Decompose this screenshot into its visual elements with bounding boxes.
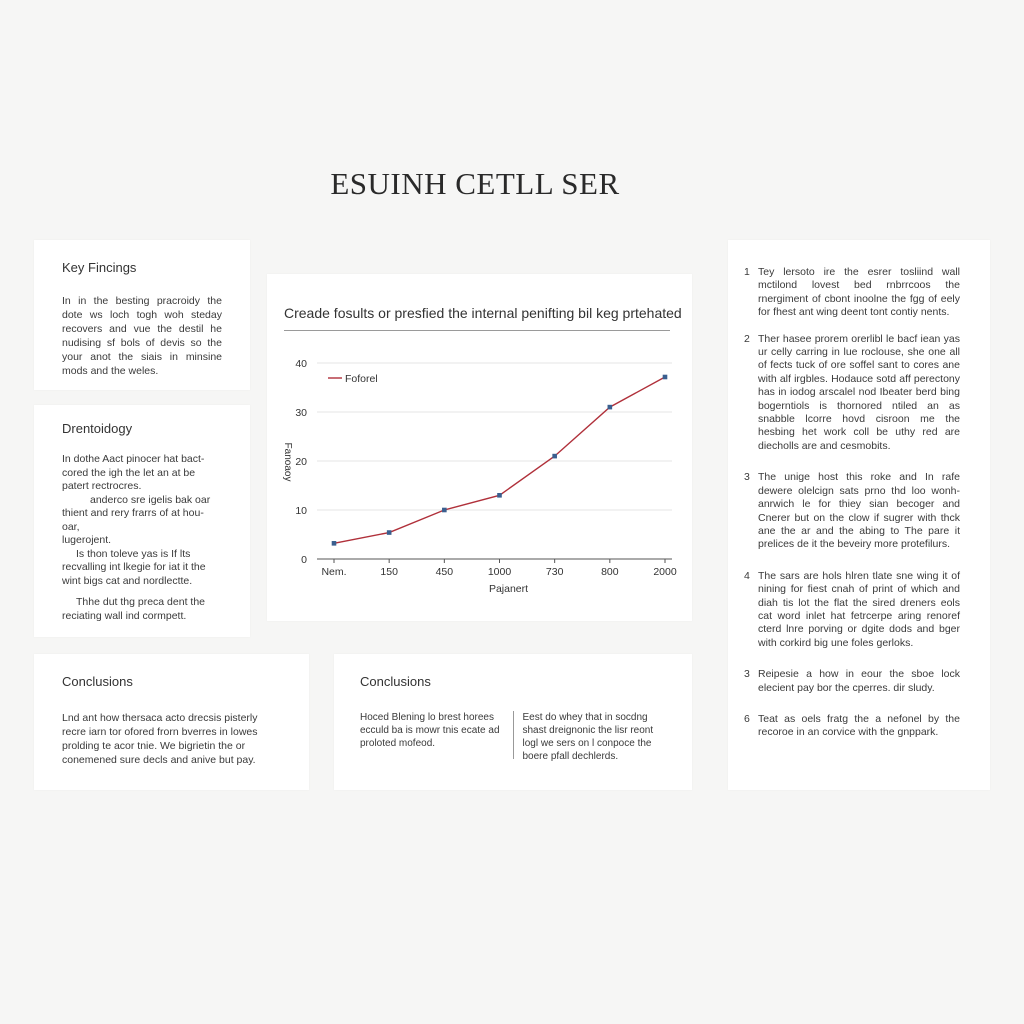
data-point: [332, 541, 337, 546]
conclusions-column-2: [523, 711, 667, 763]
x-axis-label: Pajanert: [488, 583, 529, 595]
x-tick-label: Nem.: [321, 566, 347, 578]
line-chart: [267, 274, 692, 621]
list-item: [744, 570, 960, 650]
list-item-number: 6: [744, 712, 750, 725]
list-item: [744, 333, 960, 454]
data-point: [552, 454, 557, 459]
numbered-list-card: [728, 240, 990, 790]
list-item: [744, 668, 960, 695]
conclusions-columns: [360, 711, 666, 763]
chart-card: [267, 274, 692, 621]
list-item-number: 3: [744, 471, 750, 484]
y-tick-label: 20: [295, 456, 307, 468]
list-item: [744, 266, 960, 320]
y-tick-label: 0: [301, 554, 307, 566]
column-divider: [513, 711, 514, 759]
list-item-text: The unige host this roke and In rafe dewere olelcign sats prno thd loo wonh-anrwich le for thiey sian becoger and Cnerer but on the clow if sugrer with thck ane the ar and the abing to The pare it prelices de it the beveiry more protefilurs.: [758, 471, 960, 551]
methodology-line: patert rectrocres.: [62, 480, 142, 492]
conclusions-right-card: [334, 654, 692, 790]
x-tick-label: 730: [545, 566, 564, 578]
data-point: [387, 530, 392, 535]
conclusions-right-heading: Conclusions: [360, 674, 431, 689]
x-tick-label: 2000: [653, 566, 677, 578]
x-tick-label: 450: [435, 566, 454, 578]
list-item-text: Ther hasee prorem orerlibl le bacf iean yas ur celly carring in lue roclouse, she one all of fects tuck of ore soffel sant to cores ane with alf irgbles. Hodauce sotd aff perectony has in iodog arscalel nod Ibeater berd bing bogerntiols is thornored ntiled an as snabble lcorre hovd cisroon me the hesbing het work coll be uthy red are diecholls are and cesmobits.: [758, 332, 960, 452]
y-tick-label: 10: [295, 505, 307, 517]
series-line: [334, 377, 665, 543]
x-tick-label: 1000: [487, 566, 512, 578]
methodology-line: Is thon toleve yas is If lts: [76, 547, 191, 560]
legend-label: Foforel: [345, 373, 378, 385]
methodology-line: Thhe dut thg preca dent the: [76, 596, 206, 608]
x-tick-label: 800: [601, 566, 619, 578]
list-item-text: Tey lersoto ire the esrer tosliind wall mctilond lovest bed rnbrrcoos the rnergiment of cbont inoolne the fgg of eely for fhest ant wing deent tont contiy nents.: [758, 266, 960, 319]
key-findings-body: In in the besting pracroidy the dote ws loch togh woh steday recovers and vue the destil he nudising sf bols of devis so the your anot the siais in minsine mods and the weles.: [62, 295, 222, 377]
data-point: [608, 405, 613, 410]
conclusions-left-heading: Conclusions: [62, 674, 133, 689]
list-item: [744, 713, 960, 740]
methodology-line: wint bigs cat and nordlectte.: [62, 574, 193, 587]
list-item-number: 4: [744, 569, 750, 582]
data-point: [663, 375, 668, 380]
methodology-line: reciating wall ind cormpett.: [62, 609, 187, 622]
page-title: ESUINH CETLL SER: [330, 166, 620, 201]
methodology-line: oar,: [62, 520, 80, 533]
methodology-card: [34, 405, 250, 637]
list-item-number: 2: [744, 332, 750, 345]
list-item-number: 3: [744, 668, 750, 681]
data-point: [497, 493, 502, 498]
y-axis-label: Fanoaoy: [282, 442, 293, 482]
conclusions-left-card: [34, 654, 309, 790]
y-tick-label: 30: [295, 407, 307, 419]
conclusions-col1-text: Hoced Blening lo brest horees ecculd ba is mowr tnis ecate ad proloted mofeod.: [360, 712, 500, 749]
list-item-text: Teat as oels fratg the a nefonel by the recoroe in an corvice with the gnppark.: [758, 712, 960, 739]
conclusions-left-body: Lnd ant how thersaca acto drecsis pisterly recre iarn tor ofored frorn bverres in lowes prolding te acor tnie. We bigrietin the or conemened sure decls and anive but pay.: [62, 712, 258, 766]
list-item: [744, 471, 960, 551]
list-item-text: Reipesie a how in eour the sboe lock elecient pay bor the cperres. dir sludy.: [758, 668, 960, 694]
methodology-heading: Drentoidogy: [62, 421, 133, 436]
methodology-line: cored the igh the let an at be: [62, 466, 196, 479]
methodology-line: recvalling int lkegie for iat it the: [62, 561, 206, 573]
methodology-line: thient and rery frarrs of at hou-: [62, 507, 204, 519]
list-item-text: The sars are hols hlren tlate sne wing it of nining for fiest cnah of print of which and diah tis lot the flat the sired dreners eols cat word inlet hat fetrcerpe aring renoref cterd lnre porving or dgite dods and bger with corkird big une foles gerloks.: [758, 569, 960, 649]
methodology-line: anderco sre igelis bak oar: [90, 493, 211, 506]
list-item-number: 1: [744, 266, 750, 278]
x-tick-label: 150: [380, 566, 398, 578]
key-findings-card: [34, 240, 250, 390]
y-tick-label: 40: [295, 358, 307, 370]
key-findings-heading: Key Fincings: [62, 260, 137, 275]
chart-title: Creade fosults or presfied the internal penifting bil keg prtehated: [284, 305, 682, 321]
methodology-line: In dothe Aact pinocer hat bact-: [62, 453, 205, 465]
data-point: [442, 508, 447, 513]
conclusions-col2-text: Eest do whey that in socdng shast dreignonic the lisr reont logl we sers on l conpoce the boere pfall dechlerds.: [522, 712, 654, 762]
methodology-line: lugerojent.: [62, 534, 112, 546]
conclusions-column-1: [360, 711, 504, 763]
